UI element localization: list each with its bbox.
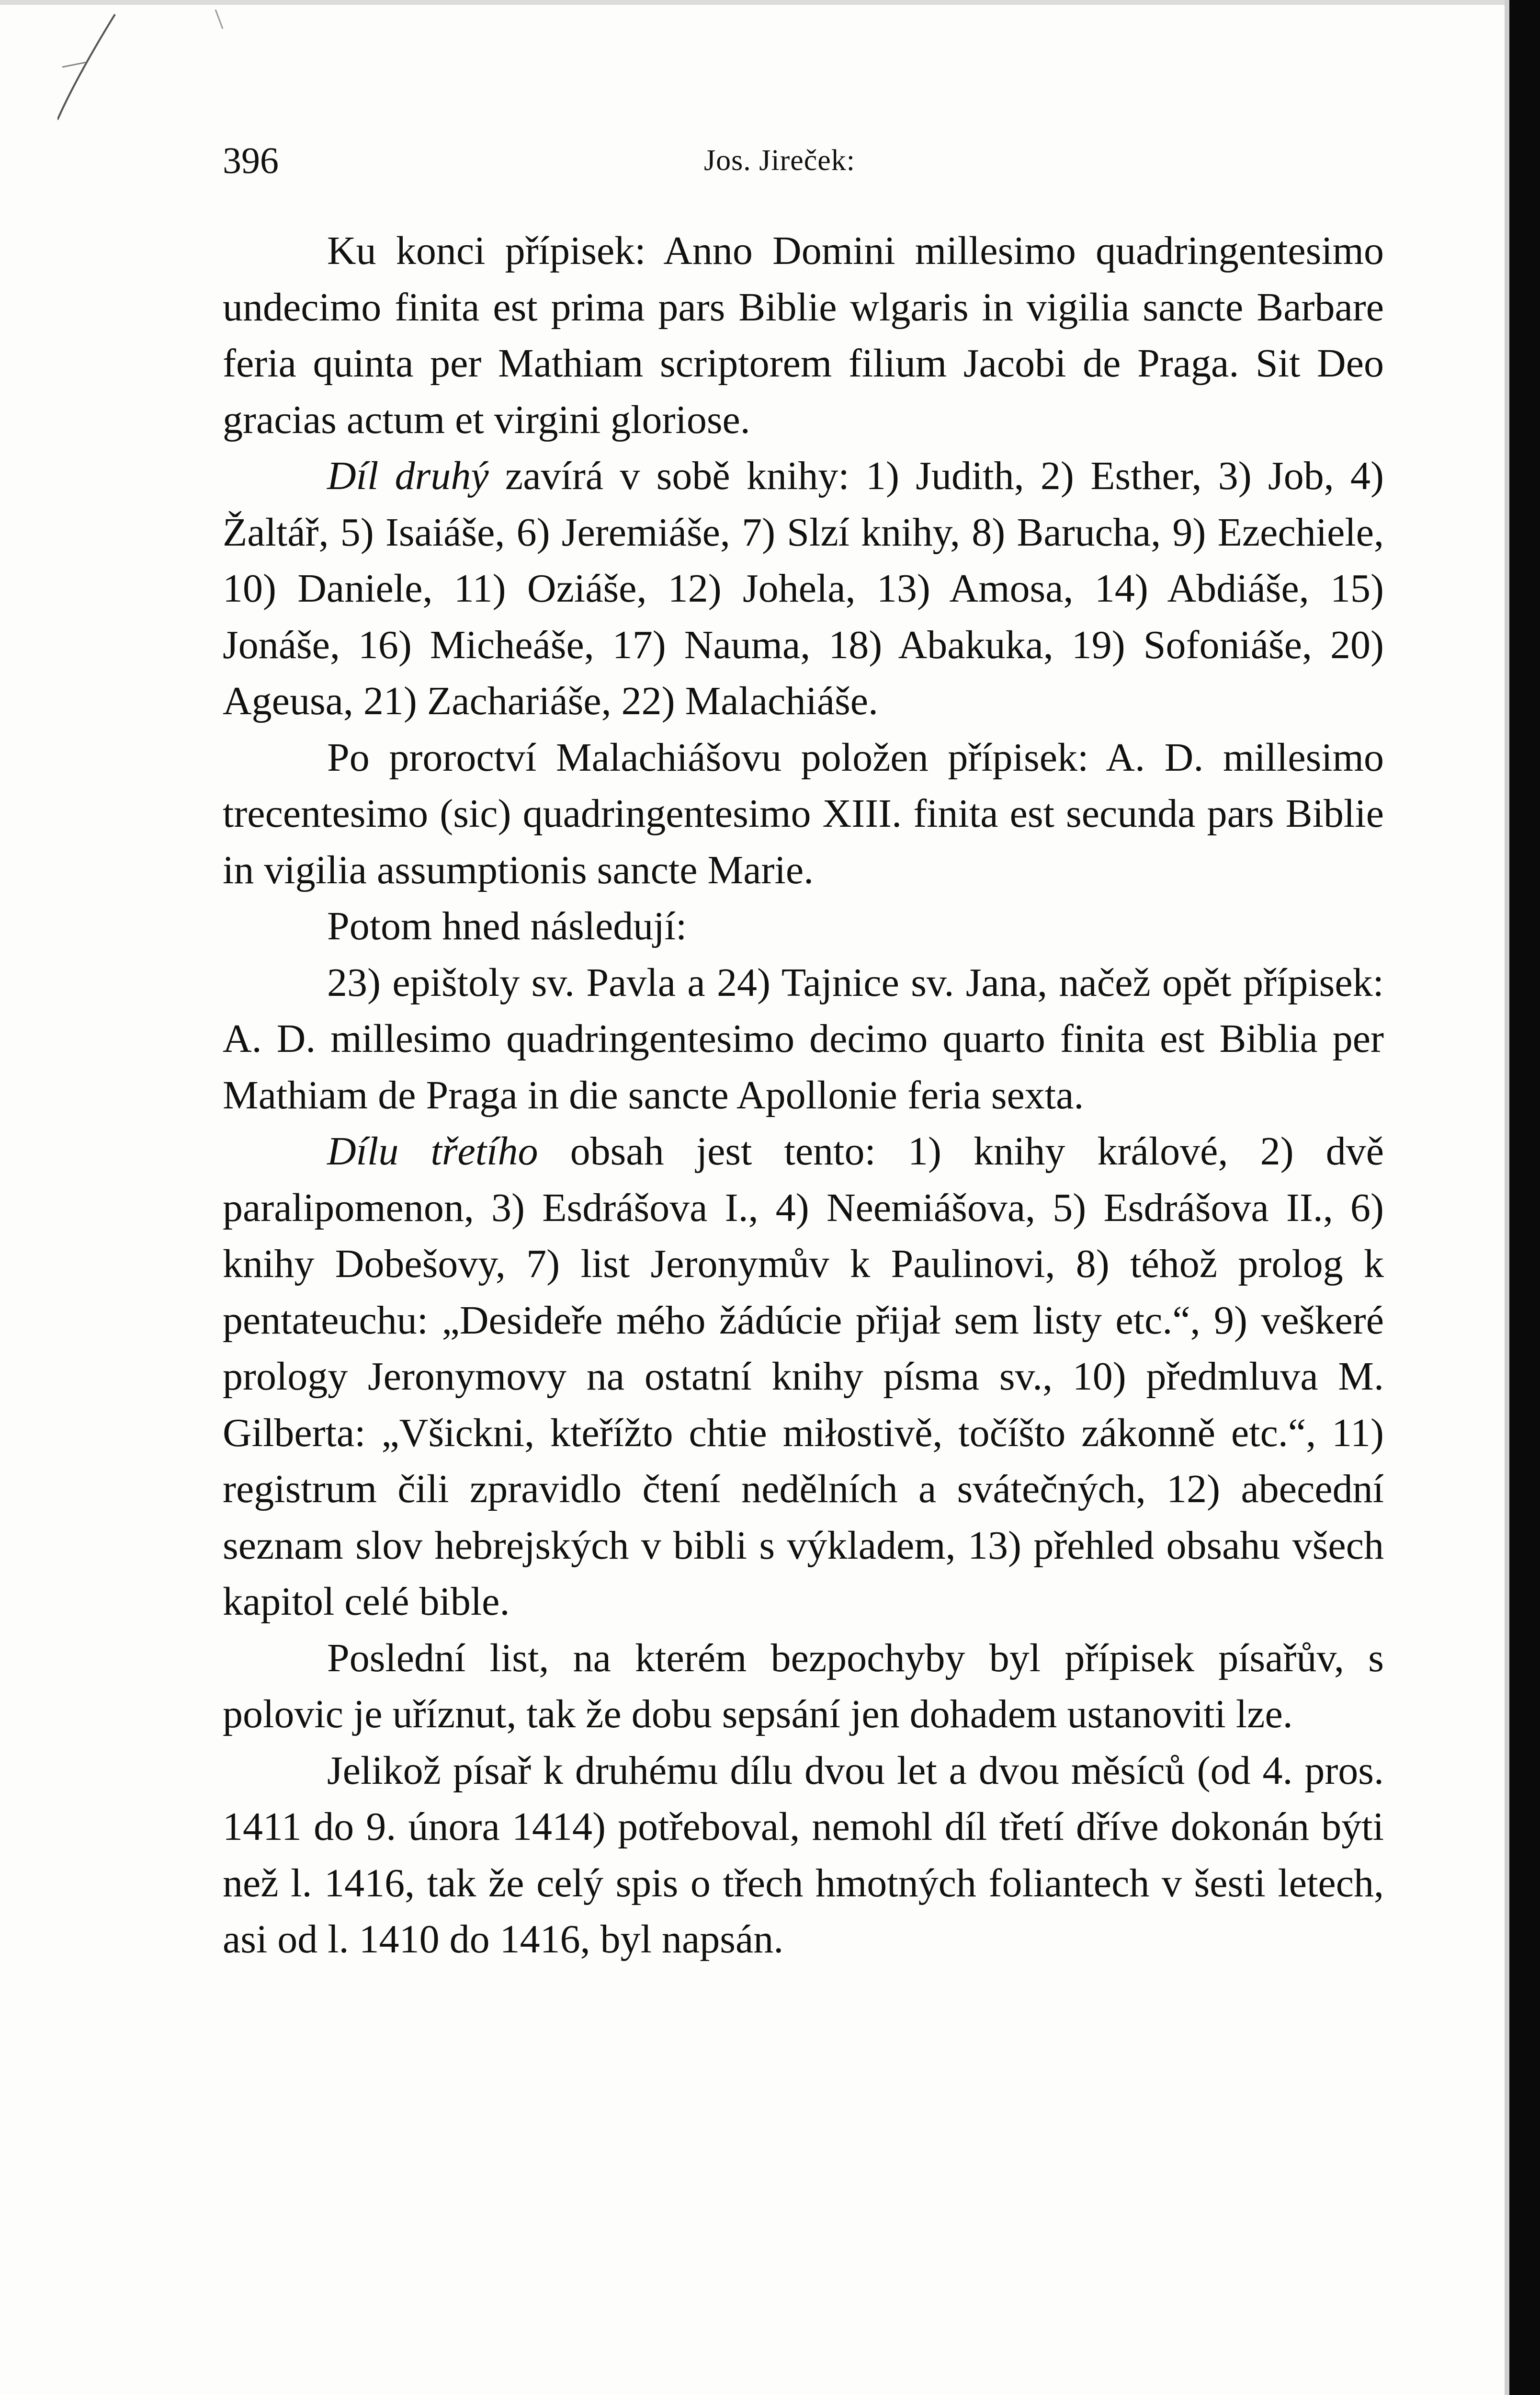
scan-edge-strip xyxy=(1505,0,1509,2395)
page-header xyxy=(223,134,1386,187)
paragraph-part-two xyxy=(223,448,1384,730)
scan-edge-right xyxy=(1509,0,1540,2395)
part-two-heading: Díl druhý xyxy=(327,454,489,498)
part-three-heading: Dílu třetího xyxy=(327,1129,538,1174)
paragraph-colophon-1: Ku konci přípisek: Anno Domini millesimo quadringentesimo undecimo finita est prima pars Biblie wlgaris in vigilia sancte Barbare feria quinta per Mathiam scriptorem filium Jacobi de Praga. Sit Deo gracias actum et virgini gloriose. xyxy=(223,228,1384,442)
paragraph-colophon-2: Po proroctví Malachiášovu položen přípisek: A. D. millesimo trecentesimo (sic) quadringentesimo XIII. finita est secunda pars Biblie in vigilia assumptionis sancte Marie. xyxy=(223,735,1384,892)
part-two-text: zavírá v sobě knihy: 1) Judith, 2) Esther, 3) Job, 4) Žaltář, 5) Isaiáše, 6) Jeremiáše, 7) Slzí knihy, 8) Barucha, 9) Ezechiele, 10) Daniele, 11) Oziáše, 12) Johela, 13) Amosa, 14) Abdiáše, 15) Jonáše, 16) Micheáše, 17) Nauma, 18) Abakuka, 19) Sofoniáše, 20) Ageusa, 21) Zachariáše, 22) Malachiáše. xyxy=(223,454,1384,723)
paragraph-dating: Jelikož písař k druhému dílu dvou let a dvou měsíců (od 4. pros. 1411 do 9. února 1414) potřeboval, nemohl díl třetí dříve dokonán býti než l. 1416, tak že celý spis o třech hmotných foliantech v šesti letech, asi od l. 1410 do 1416, byl napsán. xyxy=(223,1748,1384,1962)
paragraph-epistles: 23) epištoly sv. Pavla a 24) Tajnice sv. Jana, načež opět přípisek: A. D. millesimo quadringentesimo decimo quarto finita est Biblia per Mathiam de Praga in die sancte Apollonie feria sexta. xyxy=(223,960,1384,1118)
paragraph-last-leaf: Poslední list, na kterém bezpochyby byl přípisek písařův, s polovic je uříznut, tak že dobu sepsání jen dohadem ustanoviti lze. xyxy=(223,1635,1384,1736)
page-corner-fold xyxy=(57,10,239,129)
paragraph-following: Potom hned následují: xyxy=(327,904,687,948)
running-head: Jos. Jireček: xyxy=(704,144,856,177)
scan-edge-top xyxy=(0,0,1540,5)
page-number: 396 xyxy=(223,139,279,181)
part-three-text: obsah jest tento: 1) knihy králové, 2) dvě paralipomenon, 3) Esdrášova I., 4) Neemiášova, 5) Esdrášova II., 6) knihy Dobešovy, 7) list Jeronymův k Paulinovi, 8) téhož prolog k pentateuchu: „Desideře mého žádúcie přijał sem listy etc.“, 9) veškeré prology Jeronymovy na ostatní knihy písma sv., 10) předmluva M. Gilberta: „Všickni, kteřížto chtie miłostivě, točíšto zákonně etc.“, 11) registrum čili zpravidlo čtení nedělních a svátečných, 12) abecední seznam slov hebrejských v bibli s výkladem, 13) přehled obsahu všech kapitol celé bible. xyxy=(223,1129,1384,1624)
paragraph-part-three xyxy=(223,1123,1384,1630)
body-text xyxy=(223,223,1384,1968)
